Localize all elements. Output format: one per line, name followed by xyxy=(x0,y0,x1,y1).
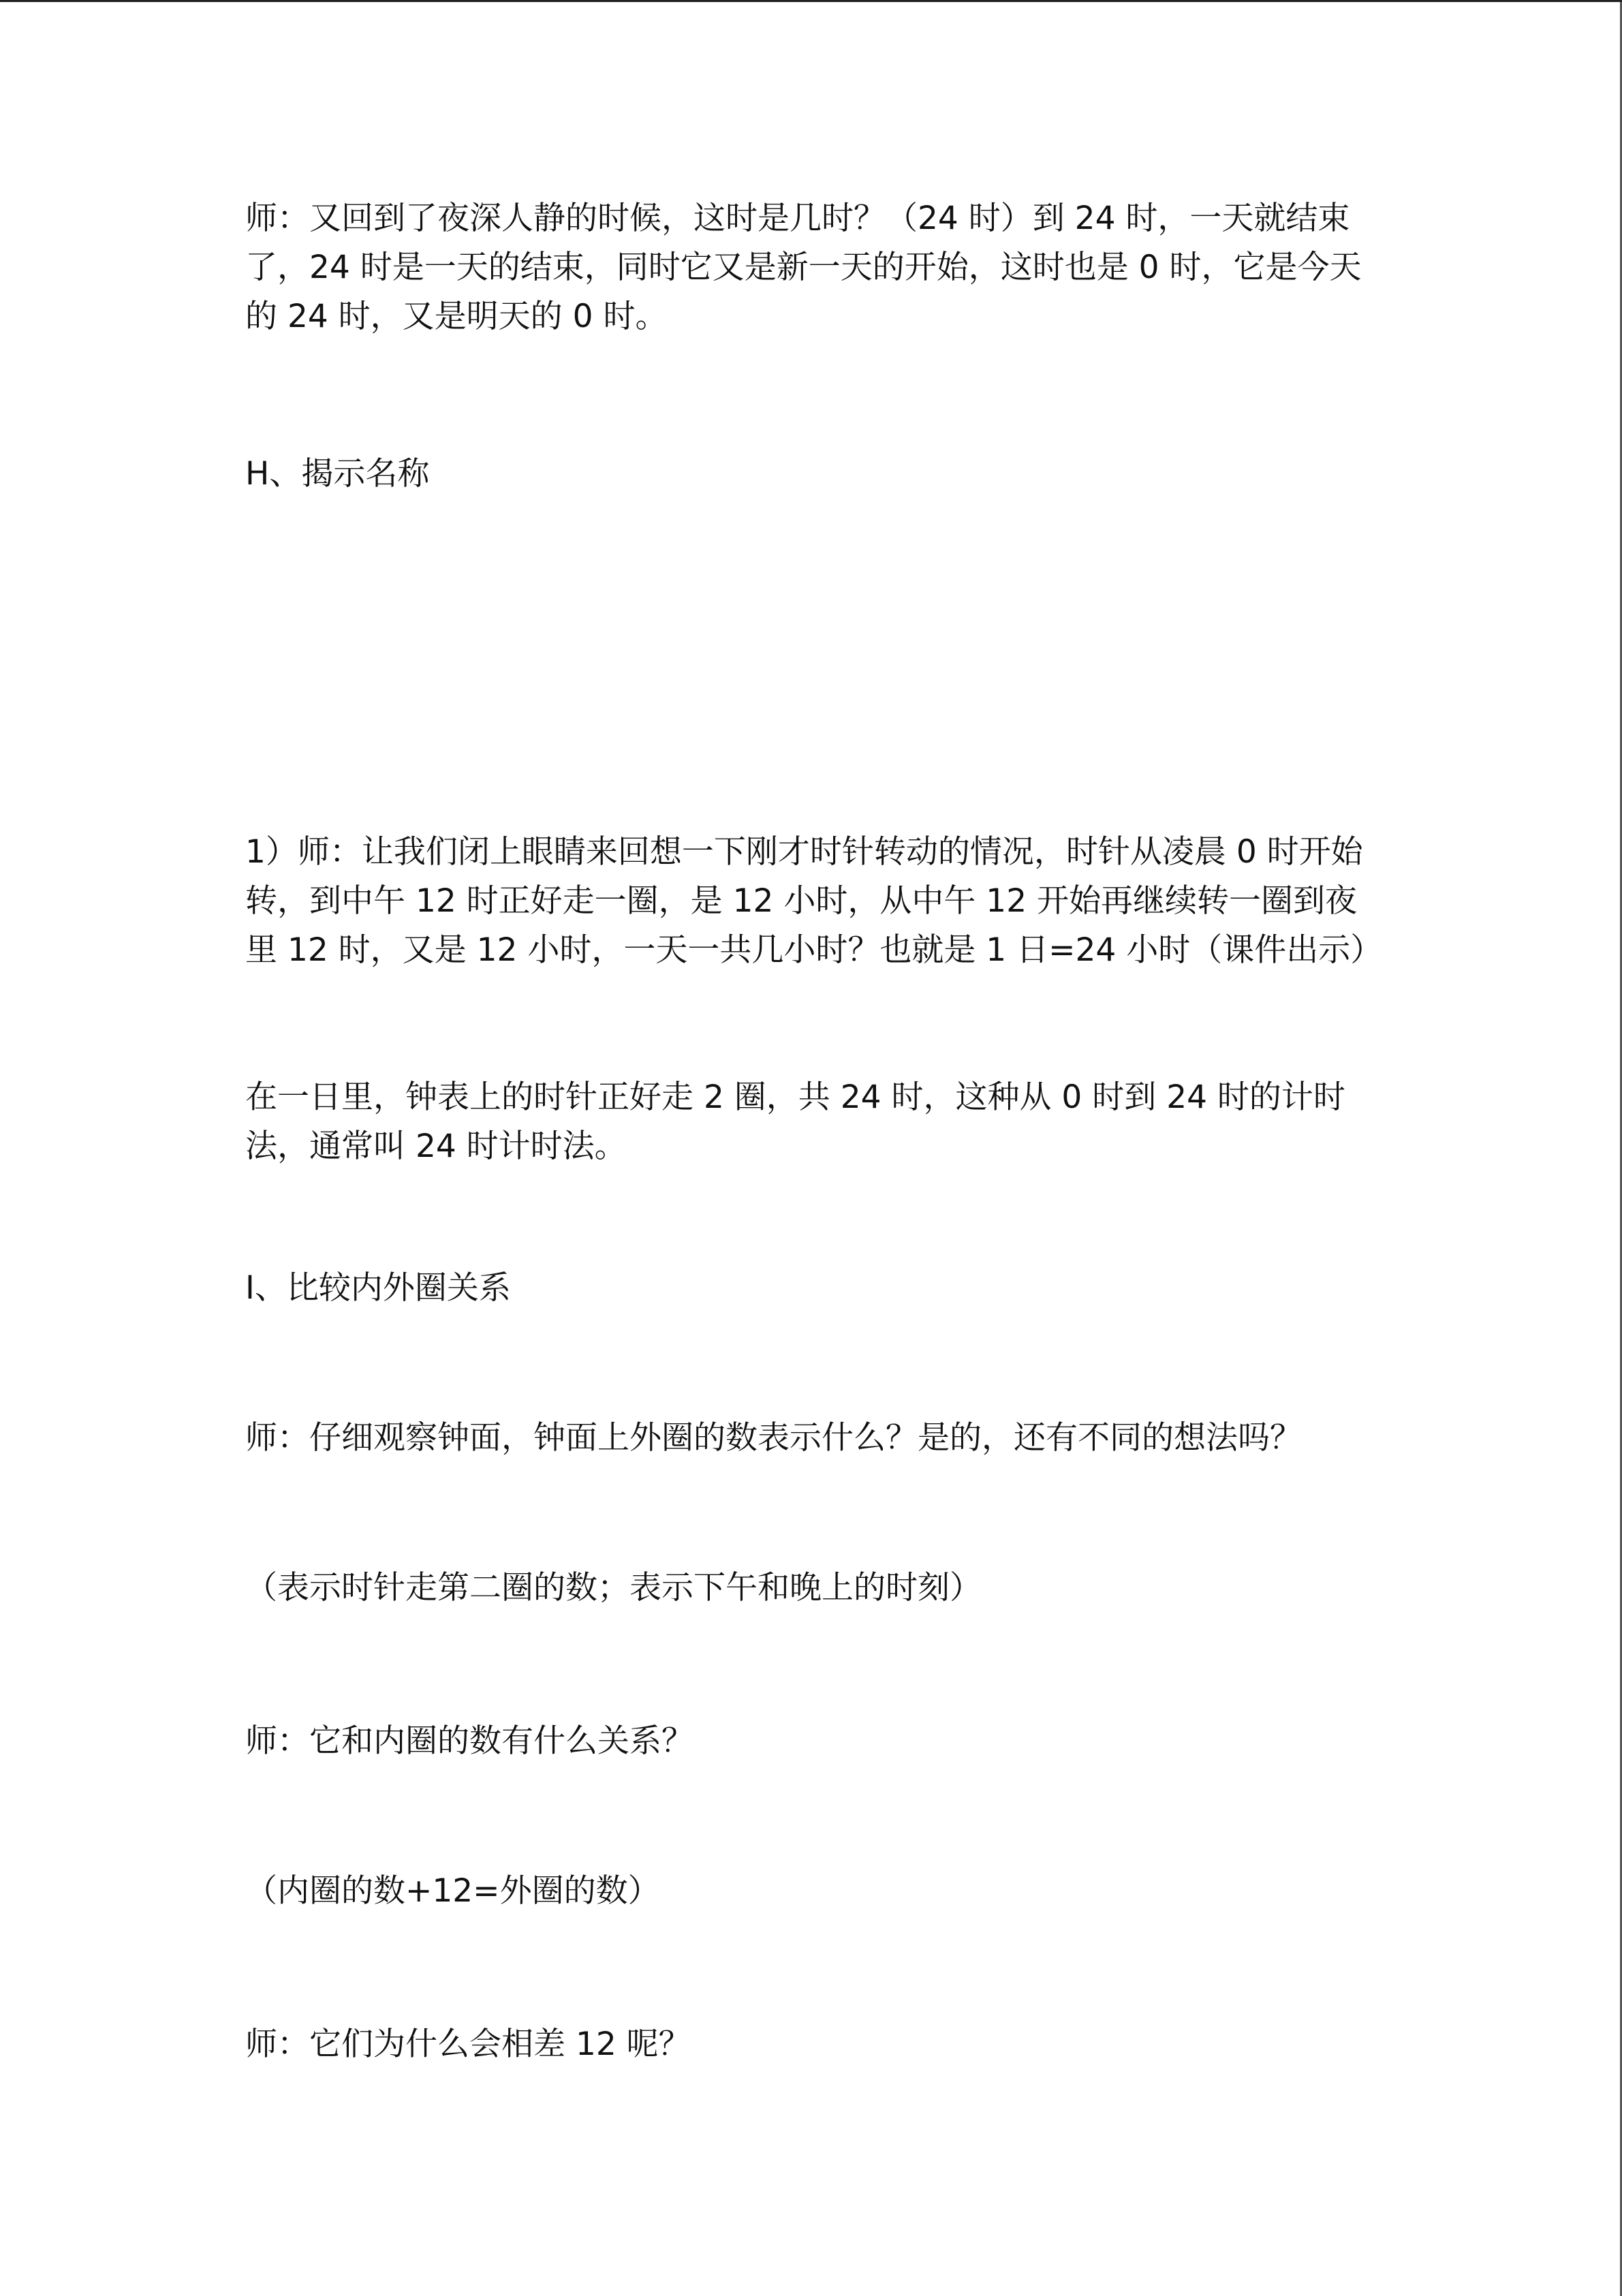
paragraph-relation-question: 师：它和内圈的数有什么关系？ xyxy=(245,1722,693,1760)
paragraph-one-day-hours: 1）师：让我们闭上眼睛来回想一下刚才时针转动的情况，时针从凌晨 0 时开始转，到中午 12 时正好走一圈，是 12 小时，从中午 12 开始再继续转一圈到夜里 12 时，又是 12 小时，一天一共几小时？也就是 1 日=24 小时（课件出示） xyxy=(245,833,1383,969)
paragraph-midnight: 师：又回到了夜深人静的时候，这时是几时？（24 时）到 24 时，一天就结束了，24 时是一天的结束，同时它又是新一天的开始，这时也是 0 时，它是今天的 24 时，又是明天的 0 时。 xyxy=(245,200,1362,335)
paragraph-24-hour-system: 在一日里，钟表上的时针正好走 2 圈，共 24 时，这种从 0 时到 24 时的计时法，通常叫 24 时计时法。 xyxy=(245,1079,1345,1165)
paragraph-outer-circle-answer: （表示时针走第二圈的数；表示下午和晚上的时刻） xyxy=(245,1569,982,1607)
paragraph-relation-answer: （内圈的数+12=外圈的数） xyxy=(245,1872,660,1910)
heading-reveal-name: H、揭示名称 xyxy=(245,455,430,493)
paragraph-difference-question: 师：它们为什么会相差 12 呢？ xyxy=(245,2026,691,2063)
heading-compare-circles: I、比较内外圈关系 xyxy=(245,1269,511,1307)
paragraph-outer-circle-question: 师：仔细观察钟面，钟面上外圈的数表示什么？是的，还有不同的想法吗？ xyxy=(245,1419,1302,1457)
